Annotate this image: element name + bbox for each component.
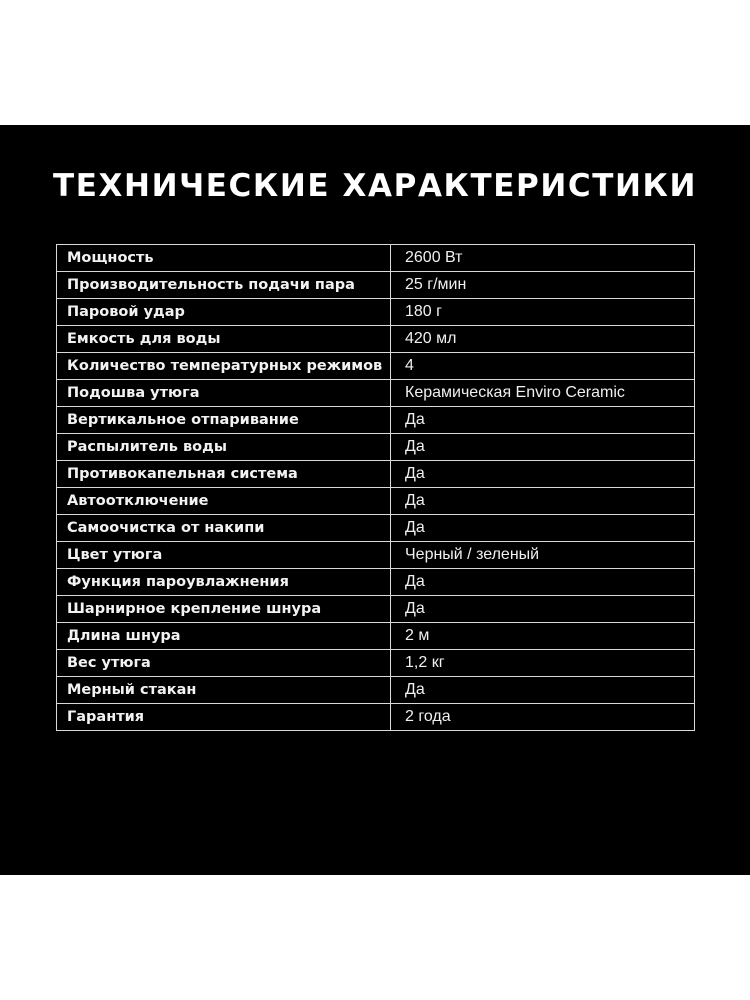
spec-value: 25 г/мин — [391, 272, 695, 299]
table-row — [57, 245, 695, 272]
table-row — [57, 299, 695, 326]
spec-value: Черный / зеленый — [391, 542, 695, 569]
spec-value: Да — [391, 488, 695, 515]
spec-value: Да — [391, 407, 695, 434]
spec-value: Да — [391, 569, 695, 596]
specs-table — [56, 244, 695, 731]
table-row — [57, 434, 695, 461]
spec-label: Самоочистка от накипи — [57, 515, 391, 542]
spec-label: Мощность — [57, 245, 391, 272]
table-row — [57, 272, 695, 299]
spec-label: Шарнирное крепление шнура — [57, 596, 391, 623]
table-row — [57, 488, 695, 515]
table-row — [57, 353, 695, 380]
spec-label: Гарантия — [57, 704, 391, 731]
spec-label: Автоотключение — [57, 488, 391, 515]
spec-value: 1,2 кг — [391, 650, 695, 677]
table-row — [57, 515, 695, 542]
table-row — [57, 623, 695, 650]
spec-value: Да — [391, 677, 695, 704]
table-row — [57, 407, 695, 434]
table-row — [57, 326, 695, 353]
spec-label: Мерный стакан — [57, 677, 391, 704]
table-row — [57, 380, 695, 407]
spec-value: Да — [391, 434, 695, 461]
spec-label: Длина шнура — [57, 623, 391, 650]
spec-value: 420 мл — [391, 326, 695, 353]
spec-label: Вертикальное отпаривание — [57, 407, 391, 434]
spec-label: Количество температурных режимов — [57, 353, 391, 380]
spec-value: 4 — [391, 353, 695, 380]
table-row — [57, 569, 695, 596]
spec-value: Да — [391, 596, 695, 623]
spec-value: 180 г — [391, 299, 695, 326]
spec-label: Цвет утюга — [57, 542, 391, 569]
spec-value: Да — [391, 515, 695, 542]
spec-label: Функция пароувлажнения — [57, 569, 391, 596]
spec-value: Да — [391, 461, 695, 488]
spec-label: Емкость для воды — [57, 326, 391, 353]
table-row — [57, 677, 695, 704]
spec-label: Производительность подачи пара — [57, 272, 391, 299]
spec-value: Керамическая Enviro Ceramic — [391, 380, 695, 407]
spec-label: Подошва утюга — [57, 380, 391, 407]
spec-label: Противокапельная система — [57, 461, 391, 488]
spec-value: 2 года — [391, 704, 695, 731]
table-row — [57, 542, 695, 569]
spec-label: Вес утюга — [57, 650, 391, 677]
page-title: ТЕХНИЧЕСКИЕ ХАРАКТЕРИСТИКИ — [53, 168, 697, 204]
table-row — [57, 596, 695, 623]
spec-value: 2600 Вт — [391, 245, 695, 272]
table-row — [57, 704, 695, 731]
spec-label: Паровой удар — [57, 299, 391, 326]
table-row — [57, 650, 695, 677]
spec-value: 2 м — [391, 623, 695, 650]
spec-label: Распылитель воды — [57, 434, 391, 461]
table-row — [57, 461, 695, 488]
